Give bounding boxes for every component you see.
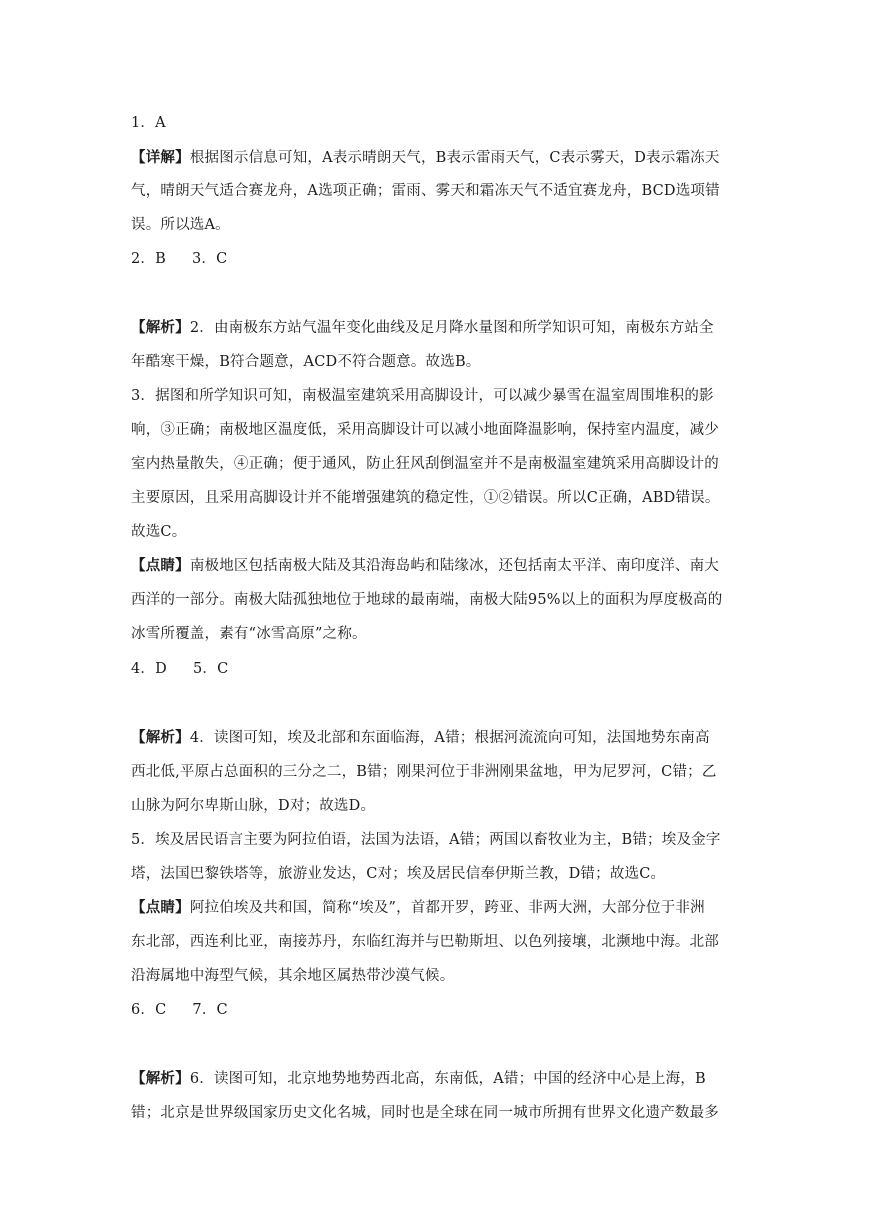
explanation-line: 【解析】4．读图可知，埃及北部和东面临海，A错；根据河流流向可知，法国地势东南高 [131,729,710,746]
explanation-line: 冰雪所覆盖，素有“冰雪高原”之称。 [131,626,367,642]
explanation-line: 沿海属地中海型气候，其余地区属热带沙漠气候。 [131,968,455,984]
section-tag: 【点睛】 [131,899,190,916]
answer-line-1: 1．A [131,115,166,131]
explanation-line: 误。所以选A。 [131,217,230,233]
explanation-line: 东北部，西连利比亚，南接苏丹，东临红海并与巴勒斯坦、以色列接壤，北濒地中海。北部 [131,934,719,950]
section-tag: 【详解】 [131,149,190,166]
explanation-line: 响，③正确；南极地区温度低，采用高脚设计可以减小地面降温影响，保持室内温度，减少 [131,422,719,438]
explanation-line: 【解析】6．读图可知，北京地势地势西北高，东南低，A错；中国的经济中心是上海，B [131,1070,706,1087]
explanation-line: 山脉为阿尔卑斯山脉，D对；故选D。 [131,798,376,814]
explanation-line: 室内热量散失，④正确；便于通风，防止狂风刮倒温室并不是南极温室建筑采用高脚设计的 [131,456,719,472]
section-tag: 【解析】 [131,1070,190,1087]
explanation-line: 气，晴朗天气适合赛龙舟，A选项正确；雷雨、雾天和霜冻天气不适宜赛龙舟，BCD选项错 [131,183,720,199]
answer-line-2-3: 2．B 3．C [131,251,228,267]
explanation-line: 5．埃及居民语言主要为阿拉伯语，法国为法语，A错；两国以畜牧业为主，B错；埃及金字 [131,832,721,848]
explanation-line: 【点睛】南极地区包括南极大陆及其沿海岛屿和陆缘冰，还包括南太平洋、南印度洋、南大 [131,557,720,574]
explanation-line: 【详解】根据图示信息可知，A表示晴朗天气，B表示雷雨天气，C表示雾天，D表示霜冻天 [131,149,720,166]
explanation-line: 【点睛】阿拉伯埃及共和国，简称“埃及”，首都开罗，跨亚、非两大洲，大部分位于非洲 [131,899,705,916]
section-tag: 【解析】 [131,319,190,336]
section-tag: 【点睛】 [131,557,190,574]
answer-line-6-7: 6．C 7．C [131,1002,228,1018]
answer-line-4-5: 4．D 5．C [131,661,229,677]
explanation-line: 西洋的一部分。南极大陆孤独地位于地球的最南端，南极大陆95%以上的面积为厚度极高的 [131,592,723,608]
explanation-line: 【解析】2．由南极东方站气温年变化曲线及足月降水量图和所学知识可知，南极东方站全 [131,319,714,336]
explanation-line: 塔，法国巴黎铁塔等，旅游业发达，C对；埃及居民信奉伊斯兰教，D错；故选C。 [131,866,666,882]
explanation-line: 3．据图和所学知识可知，南极温室建筑采用高脚设计，可以减少暴雪在温室周围堆积的影 [131,388,714,404]
explanation-line: 错；北京是世界级国家历史文化名城，同时也是全球在同一城市所拥有世界文化遗产数最多 [131,1105,719,1121]
explanation-line: 故选C。 [131,524,187,540]
section-tag: 【解析】 [131,729,190,746]
explanation-line: 主要原因，且采用高脚设计并不能增强建筑的稳定性，①②错误。所以C正确，ABD错误。 [131,490,720,506]
explanation-line: 年酷寒干燥，B符合题意，ACD不符合题意。故选B。 [131,354,481,370]
explanation-line: 西北低,平原占总面积的三分之二，B错；刚果河位于非洲刚果盆地，甲为尼罗河，C错；乙 [131,764,717,780]
